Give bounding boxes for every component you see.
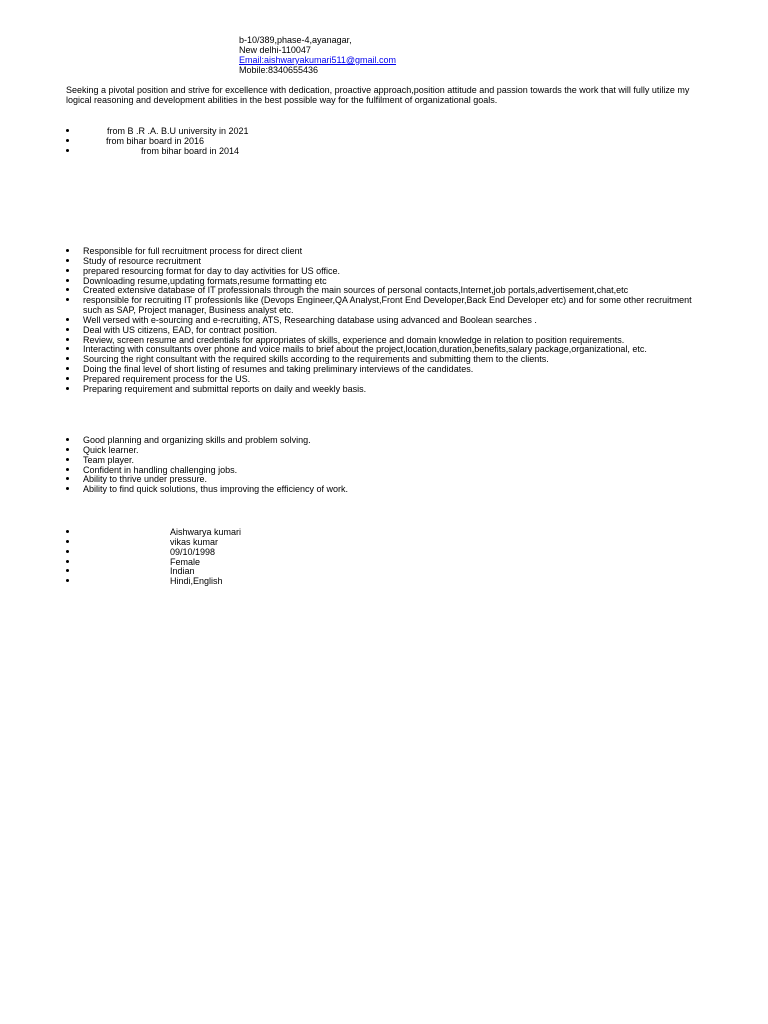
bullet-icon	[66, 269, 69, 272]
list-item: Sourcing the right consultant with the required skills according to the requirements and submitting them to the clients.	[66, 354, 716, 364]
list-item: Indian	[66, 566, 716, 576]
bullet-icon	[66, 139, 69, 142]
list-item: prepared resourcing format for day to day activities for US office.	[66, 266, 716, 276]
list-item: Ability to find quick solutions, thus improving the efficiency of work.	[66, 484, 716, 494]
bullet-icon	[66, 318, 69, 321]
list-item: Deal with US citizens, EAD, for contract position.	[66, 325, 716, 335]
list-item: Interacting with consultants over phone and voice mails to brief about the project,location,duration,benefits,salary package,organizational, etc.	[66, 344, 716, 354]
mobile-number: Mobile:8340655436	[239, 65, 319, 75]
bullet-icon	[66, 279, 69, 282]
list-item: Prepared requirement process for the US.	[66, 374, 716, 384]
bullet-icon	[66, 338, 69, 341]
list-item: vikas kumar	[66, 537, 716, 547]
education-list	[66, 126, 716, 156]
bullet-icon	[66, 579, 69, 582]
bullet-icon	[66, 477, 69, 480]
bullet-icon	[66, 357, 69, 360]
bullet-icon	[66, 448, 69, 451]
bullet-icon	[66, 328, 69, 331]
bullet-icon	[66, 487, 69, 490]
bullet-icon	[66, 569, 69, 572]
list-item: 09/10/1998	[66, 547, 716, 557]
bullet-icon	[66, 560, 69, 563]
personal-details-list	[66, 527, 716, 586]
bullet-icon	[66, 129, 69, 132]
list-item: from bihar board in 2016	[66, 136, 716, 146]
experience-list	[66, 246, 716, 394]
list-item: Good planning and organizing skills and problem solving.	[66, 435, 716, 445]
list-item: Preparing requirement and submittal reports on daily and weekly basis.	[66, 384, 716, 394]
list-item: from B .R .A. B.U university in 2021	[66, 126, 716, 136]
bullet-icon	[66, 438, 69, 441]
bullet-icon	[66, 149, 69, 152]
list-item: Confident in handling challenging jobs.	[66, 465, 716, 475]
bullet-icon	[66, 540, 69, 543]
address-block	[239, 35, 396, 75]
list-item: Study of resource recruitment	[66, 256, 716, 266]
list-item: Team player.	[66, 455, 716, 465]
address-line-2: New delhi-110047	[239, 45, 311, 55]
bullet-icon	[66, 288, 69, 291]
list-item: Doing the final level of short listing of resumes and taking preliminary interviews of the candidates.	[66, 364, 716, 374]
list-item: Ability to thrive under pressure.	[66, 474, 716, 484]
email-link[interactable]: Email:aishwaryakumari511@gmail.com	[239, 55, 397, 65]
bullet-icon	[66, 259, 69, 262]
bullet-icon	[66, 249, 69, 252]
bullet-icon	[66, 530, 69, 533]
list-item: Female	[66, 557, 716, 567]
bullet-icon	[66, 468, 69, 471]
bullet-icon	[66, 377, 69, 380]
bullet-icon	[66, 387, 69, 390]
list-item: Hindi,English	[66, 576, 716, 586]
list-item: Review, screen resume and credentials for appropriates of skills, experience and domain knowledge in relation to position requirements.	[66, 335, 716, 345]
list-item: Responsible for full recruitment process for direct client	[66, 246, 716, 256]
objective-text: Seeking a pivotal position and strive for excellence with dedication, proactive approach,position attitude and passion towards the work that will fully utilize my logical reasoning and development abilities in the best possible way for the fulfilment of organizational goals.	[66, 85, 690, 105]
bullet-icon	[66, 367, 69, 370]
bullet-icon	[66, 458, 69, 461]
skills-list	[66, 435, 716, 494]
list-item: Downloading resume,updating formats,resume formatting etc	[66, 276, 716, 286]
list-item: responsible for recruiting IT professionls like (Devops Engineer,QA Analyst,Front End Developer,Back End Developer etc) and for some other recruitment such as SAP, Project manager, Business analyst etc.	[66, 295, 716, 315]
bullet-icon	[66, 550, 69, 553]
list-item: Created extensive database of IT professionals through the main sources of personal contacts,Internet,job portals,advertisement,chat,etc	[66, 285, 716, 295]
address-line-1: b-10/389,phase-4,ayanagar,	[239, 35, 352, 45]
list-item: Aishwarya kumari	[66, 527, 716, 537]
bullet-icon	[66, 347, 69, 350]
list-item: Well versed with e-sourcing and e-recruiting, ATS, Researching database using advanced and Boolean searches .	[66, 315, 716, 325]
list-item: from bihar board in 2014	[66, 146, 716, 156]
list-item: Quick learner.	[66, 445, 716, 455]
bullet-icon	[66, 298, 69, 301]
